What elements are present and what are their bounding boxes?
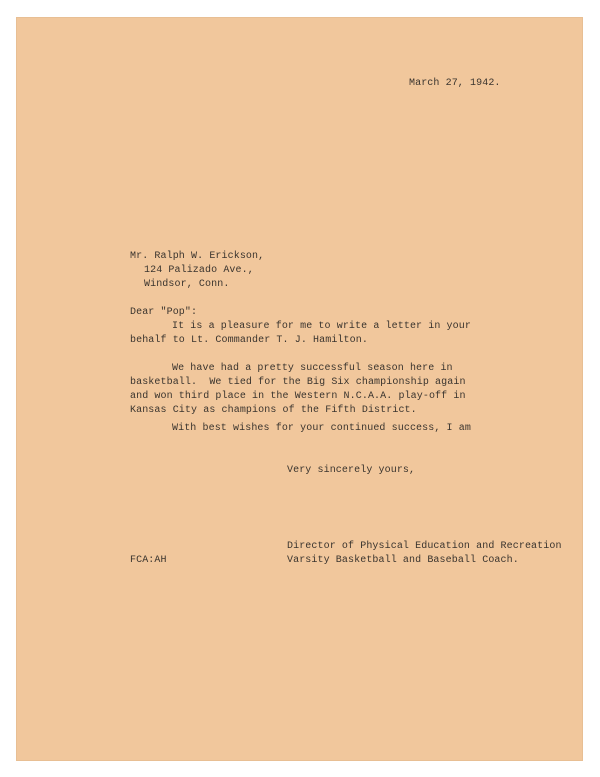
signature-title-line-1: Director of Physical Education and Recreation [287,541,562,552]
signature-title-line-2: Varsity Basketball and Baseball Coach. [287,555,519,566]
recipient-name: Mr. Ralph W. Erickson, [130,251,265,262]
recipient-city: Windsor, Conn. [144,279,230,290]
letter-date: March 27, 1942. [409,78,501,89]
recipient-street: 124 Palizado Ave., [144,265,254,276]
paragraph-1-line-2: behalf to Lt. Commander T. J. Hamilton. [130,335,368,346]
paragraph-2-line-4: Kansas City as champions of the Fifth District. [130,405,417,416]
paragraph-1-line-1: It is a pleasure for me to write a letter in your [172,321,471,332]
paragraph-2-line-3: and won third place in the Western N.C.A.A. play-off in [130,391,466,402]
closing: Very sincerely yours, [287,465,416,476]
salutation: Dear "Pop": [130,307,198,318]
paragraph-2-line-2: basketball. We tied for the Big Six championship again [130,377,466,388]
typist-initials: FCA:AH [130,555,167,566]
paragraph-3-line-1: With best wishes for your continued success, I am [172,423,471,434]
paragraph-2-line-1: We have had a pretty successful season here in [172,363,453,374]
